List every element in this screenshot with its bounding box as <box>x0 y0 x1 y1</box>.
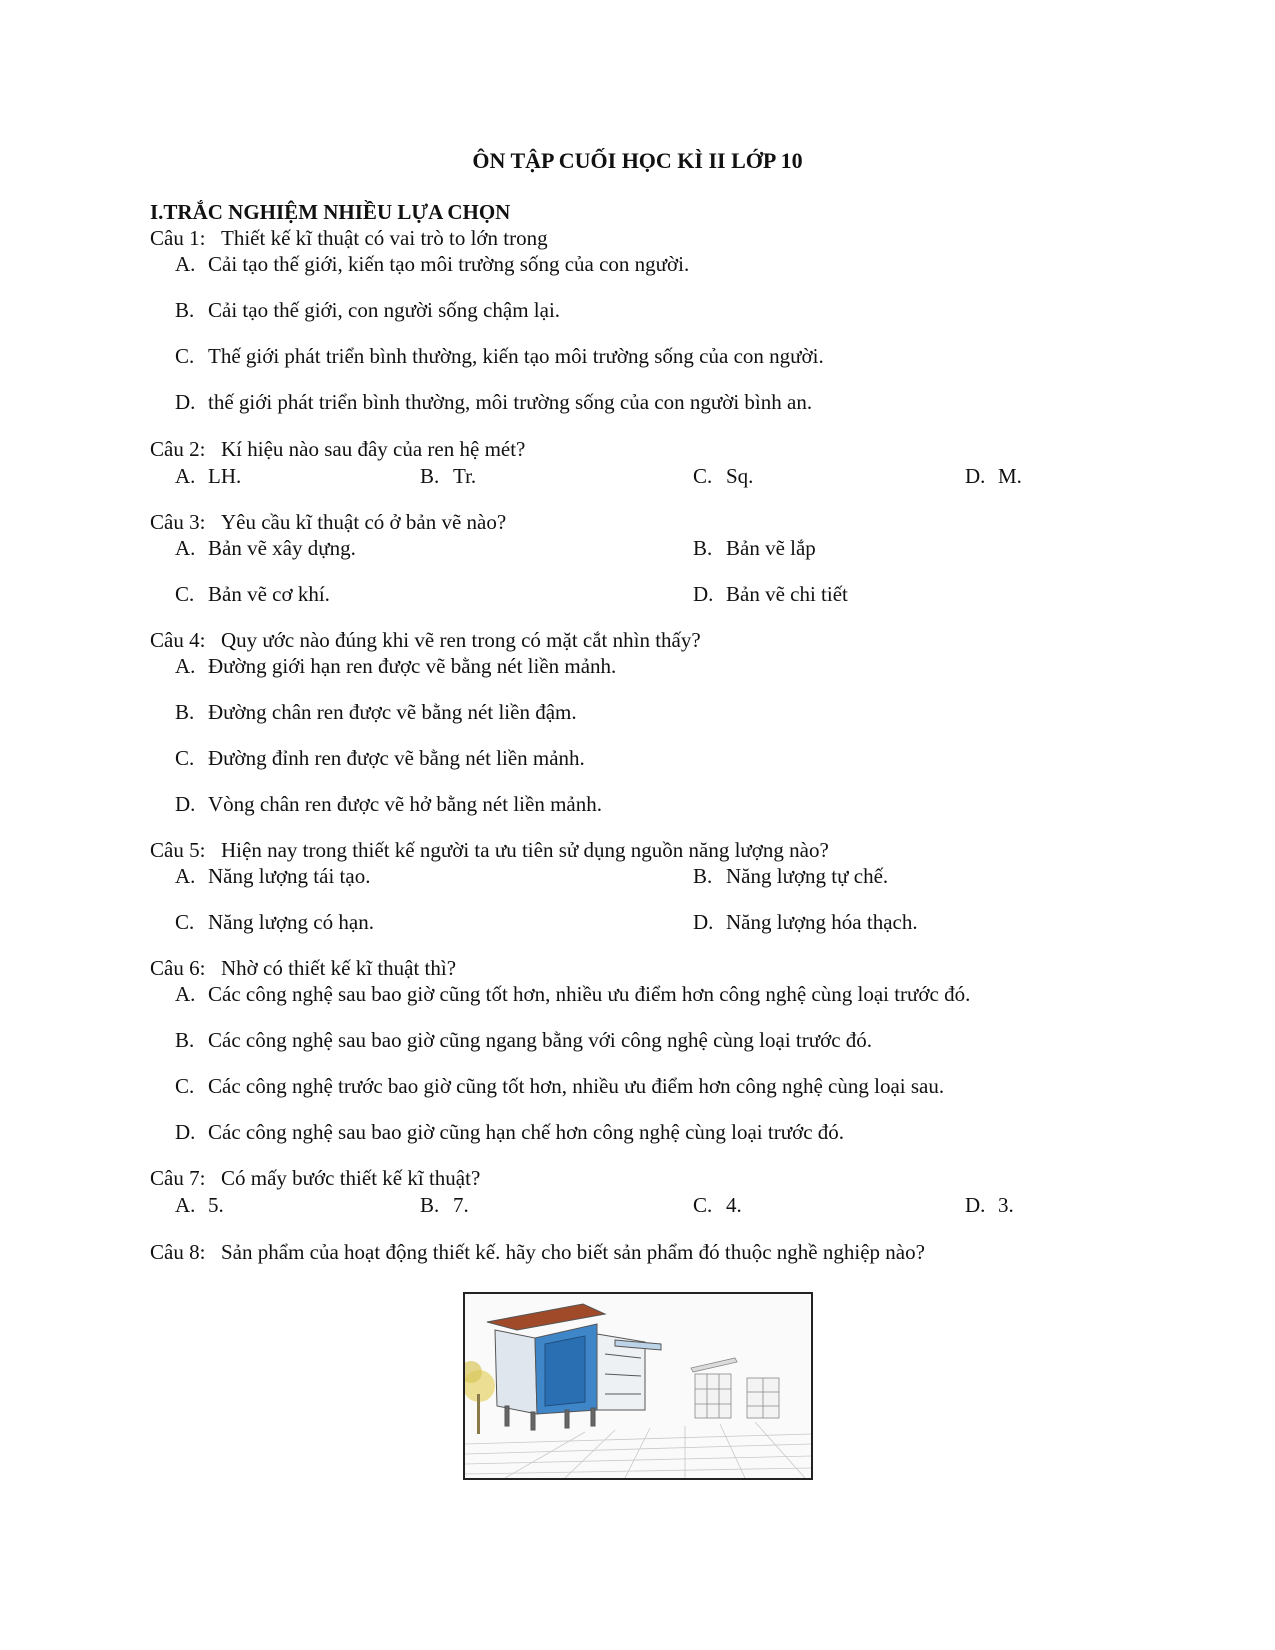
question-text: Thiết kế kĩ thuật có vai trò to lớn trong <box>221 226 548 250</box>
option-d[interactable] <box>965 464 1022 489</box>
option-letter: C. <box>175 1074 195 1098</box>
question-number: Câu 7: <box>150 1166 206 1190</box>
option-text: 4. <box>726 1193 742 1217</box>
option-letter: B. <box>420 1193 440 1217</box>
option-d[interactable] <box>693 582 848 607</box>
option-letter: B. <box>175 298 195 322</box>
question-number: Câu 5: <box>150 838 206 862</box>
question-number: Câu 8: <box>150 1240 206 1264</box>
option-letter: D. <box>175 390 196 414</box>
option-text: Vòng chân ren được vẽ hở bằng nét liền mảnh. <box>208 792 602 816</box>
option-letter: D. <box>175 792 196 816</box>
option-letter: A. <box>175 536 196 560</box>
option-c[interactable] <box>175 582 330 607</box>
option-text: Năng lượng có hạn. <box>208 910 374 934</box>
option-letter: A. <box>175 982 196 1006</box>
option-b[interactable] <box>175 298 560 323</box>
option-text: Bản vẽ lắp <box>726 536 816 560</box>
question-number: Câu 2: <box>150 437 206 461</box>
option-c[interactable] <box>175 1074 944 1099</box>
option-letter: D. <box>965 1193 986 1217</box>
option-text: Các công nghệ sau bao giờ cũng tốt hơn, nhiều ưu điểm hơn công nghệ cùng loại trước đó. <box>208 982 971 1006</box>
option-letter: A. <box>175 252 196 276</box>
option-a[interactable] <box>175 1193 224 1218</box>
option-text: 3. <box>998 1193 1014 1217</box>
option-d[interactable] <box>965 1193 1014 1218</box>
option-b[interactable] <box>693 864 888 889</box>
option-text: Cải tạo thế giới, kiến tạo môi trường sống của con người. <box>208 252 690 276</box>
option-letter: C. <box>175 582 195 606</box>
question-text: Kí hiệu nào sau đây của ren hệ mét? <box>221 437 526 461</box>
option-letter: A. <box>175 1193 196 1217</box>
option-text: Năng lượng tái tạo. <box>208 864 371 888</box>
option-c[interactable] <box>175 746 585 771</box>
option-text: Các công nghệ trước bao giờ cũng tốt hơn, nhiều ưu điểm hơn công nghệ cùng loại sau. <box>208 1074 945 1098</box>
option-a[interactable] <box>175 252 689 277</box>
question-text: Quy ước nào đúng khi vẽ ren trong có mặt cắt nhìn thấy? <box>221 628 701 652</box>
question-number: Câu 1: <box>150 226 206 250</box>
option-text: Đường chân ren được vẽ bằng nét liền đậm. <box>208 700 577 724</box>
section-heading: I.TRẮC NGHIỆM NHIỀU LỰA CHỌN <box>150 200 511 224</box>
option-d[interactable] <box>175 792 602 817</box>
option-text: Đường giới hạn ren được vẽ bằng nét liền mảnh. <box>208 654 617 678</box>
option-text: Cải tạo thế giới, con người sống chậm lại. <box>208 298 561 322</box>
page-title: ÔN TẬP CUỐI HỌC KÌ II LỚP 10 <box>472 148 803 173</box>
option-b[interactable] <box>420 464 476 489</box>
question-text: Hiện nay trong thiết kế người ta ưu tiên sử dụng nguồn năng lượng nào? <box>221 838 829 862</box>
option-text: Bản vẽ chi tiết <box>726 582 848 606</box>
option-letter: C. <box>175 746 195 770</box>
option-text: 5. <box>208 1193 224 1217</box>
option-a[interactable] <box>175 864 370 889</box>
option-letter: B. <box>175 1028 195 1052</box>
option-b[interactable] <box>420 1193 469 1218</box>
option-text: Năng lượng tự chế. <box>726 864 889 888</box>
question-4 <box>150 628 701 653</box>
option-b[interactable] <box>175 700 577 725</box>
option-text: Sq. <box>726 464 754 488</box>
question-7 <box>150 1166 480 1191</box>
option-b[interactable] <box>175 1028 872 1053</box>
question-number: Câu 6: <box>150 956 206 980</box>
question-1 <box>150 226 548 251</box>
option-text: Bản vẽ cơ khí. <box>208 582 330 606</box>
option-a[interactable] <box>175 982 970 1007</box>
option-text: Năng lượng hóa thạch. <box>726 910 918 934</box>
option-c[interactable] <box>175 910 374 935</box>
option-text: LH. <box>208 464 242 488</box>
option-text: Các công nghệ sau bao giờ cũng ngang bằng với công nghệ cùng loại trước đó. <box>208 1028 873 1052</box>
question-3 <box>150 510 506 535</box>
option-text: 7. <box>453 1193 469 1217</box>
option-letter: D. <box>175 1120 196 1144</box>
option-letter: D. <box>965 464 986 488</box>
question-6 <box>150 956 456 981</box>
option-letter: D. <box>693 910 714 934</box>
option-a[interactable] <box>175 536 356 561</box>
option-a[interactable] <box>175 654 616 679</box>
option-text: Tr. <box>453 464 477 488</box>
building-sketch-image <box>465 1294 811 1478</box>
question-text: Sản phẩm của hoạt động thiết kế. hãy cho biết sản phẩm đó thuộc nghề nghiệp nào? <box>221 1240 925 1264</box>
option-letter: A. <box>175 654 196 678</box>
question-8 <box>150 1240 925 1265</box>
question-number: Câu 4: <box>150 628 206 652</box>
option-letter: C. <box>175 910 195 934</box>
option-c[interactable] <box>693 1193 742 1218</box>
option-text: Thế giới phát triển bình thường, kiến tạo môi trường sống của con người. <box>208 344 824 368</box>
question-text: Có mấy bước thiết kế kĩ thuật? <box>221 1166 481 1190</box>
question-5 <box>150 838 829 863</box>
option-letter: C. <box>693 1193 713 1217</box>
option-text: Bản vẽ xây dựng. <box>208 536 356 560</box>
option-letter: D. <box>693 582 714 606</box>
option-letter: B. <box>693 536 713 560</box>
option-b[interactable] <box>693 536 816 561</box>
question-number: Câu 3: <box>150 510 206 534</box>
option-d[interactable] <box>693 910 918 935</box>
option-c[interactable] <box>175 344 824 369</box>
option-text: M. <box>998 464 1022 488</box>
question-text: Nhờ có thiết kế kĩ thuật thì? <box>221 956 457 980</box>
option-c[interactable] <box>693 464 753 489</box>
option-a[interactable] <box>175 464 241 489</box>
option-letter: B. <box>693 864 713 888</box>
option-letter: C. <box>693 464 713 488</box>
building-illustration <box>463 1292 813 1480</box>
question-2 <box>150 437 525 462</box>
option-d[interactable] <box>175 1120 844 1145</box>
option-text: Các công nghệ sau bao giờ cũng hạn chế hơn công nghệ cùng loại trước đó. <box>208 1120 845 1144</box>
option-text: Đường đỉnh ren được vẽ bằng nét liền mảnh. <box>208 746 585 770</box>
option-text: thế giới phát triển bình thường, môi trường sống của con người bình an. <box>208 390 813 414</box>
option-letter: A. <box>175 464 196 488</box>
option-letter: B. <box>175 700 195 724</box>
question-text: Yêu cầu kĩ thuật có ở bản vẽ nào? <box>221 510 507 534</box>
option-letter: B. <box>420 464 440 488</box>
option-d[interactable] <box>175 390 812 415</box>
option-letter: C. <box>175 344 195 368</box>
option-letter: A. <box>175 864 196 888</box>
